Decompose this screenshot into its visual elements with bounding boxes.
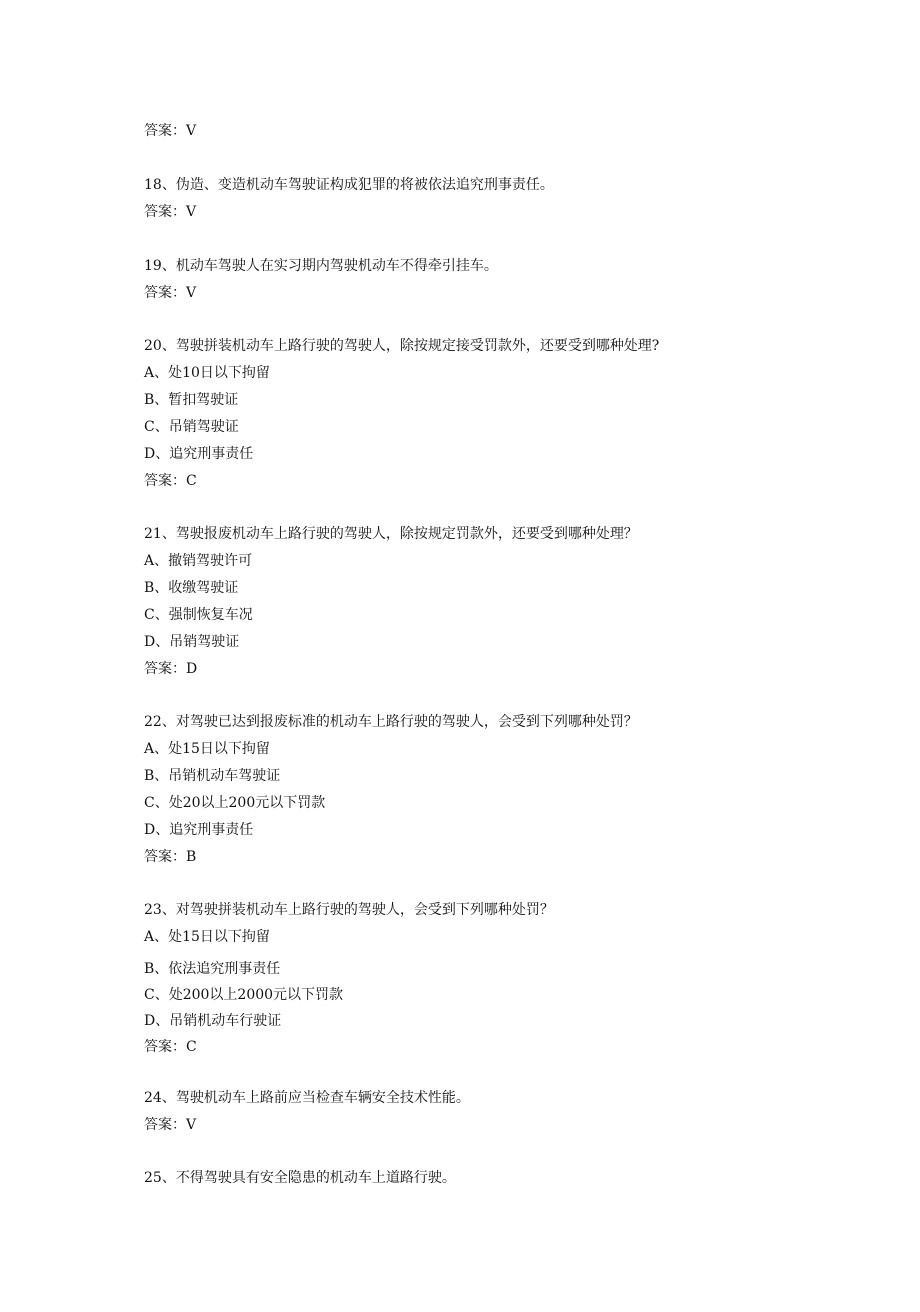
question-23: 23、对驾驶拼装机动车上路行驶的驾驶人，会受到下列哪种处罚？ bbox=[144, 902, 554, 918]
question-18: 18、伪造、变造机动车驾驶证构成犯罪的将被依法追究刑事责任。 bbox=[144, 177, 554, 193]
option-23-a: A、处15日以下拘留 bbox=[144, 929, 270, 945]
option-20-c: C、吊销驾驶证 bbox=[144, 419, 239, 435]
option-21-a: A、撤销驾驶许可 bbox=[144, 553, 253, 569]
question-25: 25、不得驾驶具有安全隐患的机动车上道路行驶。 bbox=[144, 1170, 456, 1186]
answer-18: 答案：V bbox=[144, 204, 197, 220]
answer-21: 答案：D bbox=[144, 661, 198, 677]
answer-22: 答案：B bbox=[144, 849, 197, 865]
option-20-d: D、追究刑事责任 bbox=[144, 446, 254, 462]
question-21: 21、驾驶报废机动车上路行驶的驾驶人，除按规定罚款外，还要受到哪种处理？ bbox=[144, 526, 638, 542]
answer-23: 答案：C bbox=[144, 1039, 197, 1055]
option-22-c: C、处20以上200元以下罚款 bbox=[144, 795, 326, 811]
option-22-a: A、处15日以下拘留 bbox=[144, 741, 270, 757]
option-23-b: B、依法追究刑事责任 bbox=[144, 961, 281, 977]
option-22-d: D、追究刑事责任 bbox=[144, 822, 254, 838]
option-23-d: D、吊销机动车行驶证 bbox=[144, 1013, 282, 1029]
option-20-a: A、处10日以下拘留 bbox=[144, 365, 270, 381]
answer-19: 答案：V bbox=[144, 285, 197, 301]
option-20-b: B、暂扣驾驶证 bbox=[144, 392, 239, 408]
option-21-d: D、吊销驾驶证 bbox=[144, 634, 240, 650]
answer-17: 答案：V bbox=[144, 123, 197, 139]
question-24: 24、驾驶机动车上路前应当检查车辆安全技术性能。 bbox=[144, 1090, 470, 1106]
option-22-b: B、吊销机动车驾驶证 bbox=[144, 768, 281, 784]
answer-20: 答案：C bbox=[144, 473, 197, 489]
option-23-c: C、处200以上2000元以下罚款 bbox=[144, 987, 344, 1003]
answer-24: 答案：V bbox=[144, 1117, 197, 1133]
question-22: 22、对驾驶已达到报废标准的机动车上路行驶的驾驶人，会受到下列哪种处罚？ bbox=[144, 714, 638, 730]
option-21-c: C、强制恢复车况 bbox=[144, 607, 253, 623]
question-20: 20、驾驶拼装机动车上路行驶的驾驶人，除按规定接受罚款外，还要受到哪种处理? bbox=[144, 338, 660, 354]
option-21-b: B、收缴驾驶证 bbox=[144, 580, 239, 596]
question-19: 19、机动车驾驶人在实习期内驾驶机动车不得牵引挂车。 bbox=[144, 258, 498, 274]
